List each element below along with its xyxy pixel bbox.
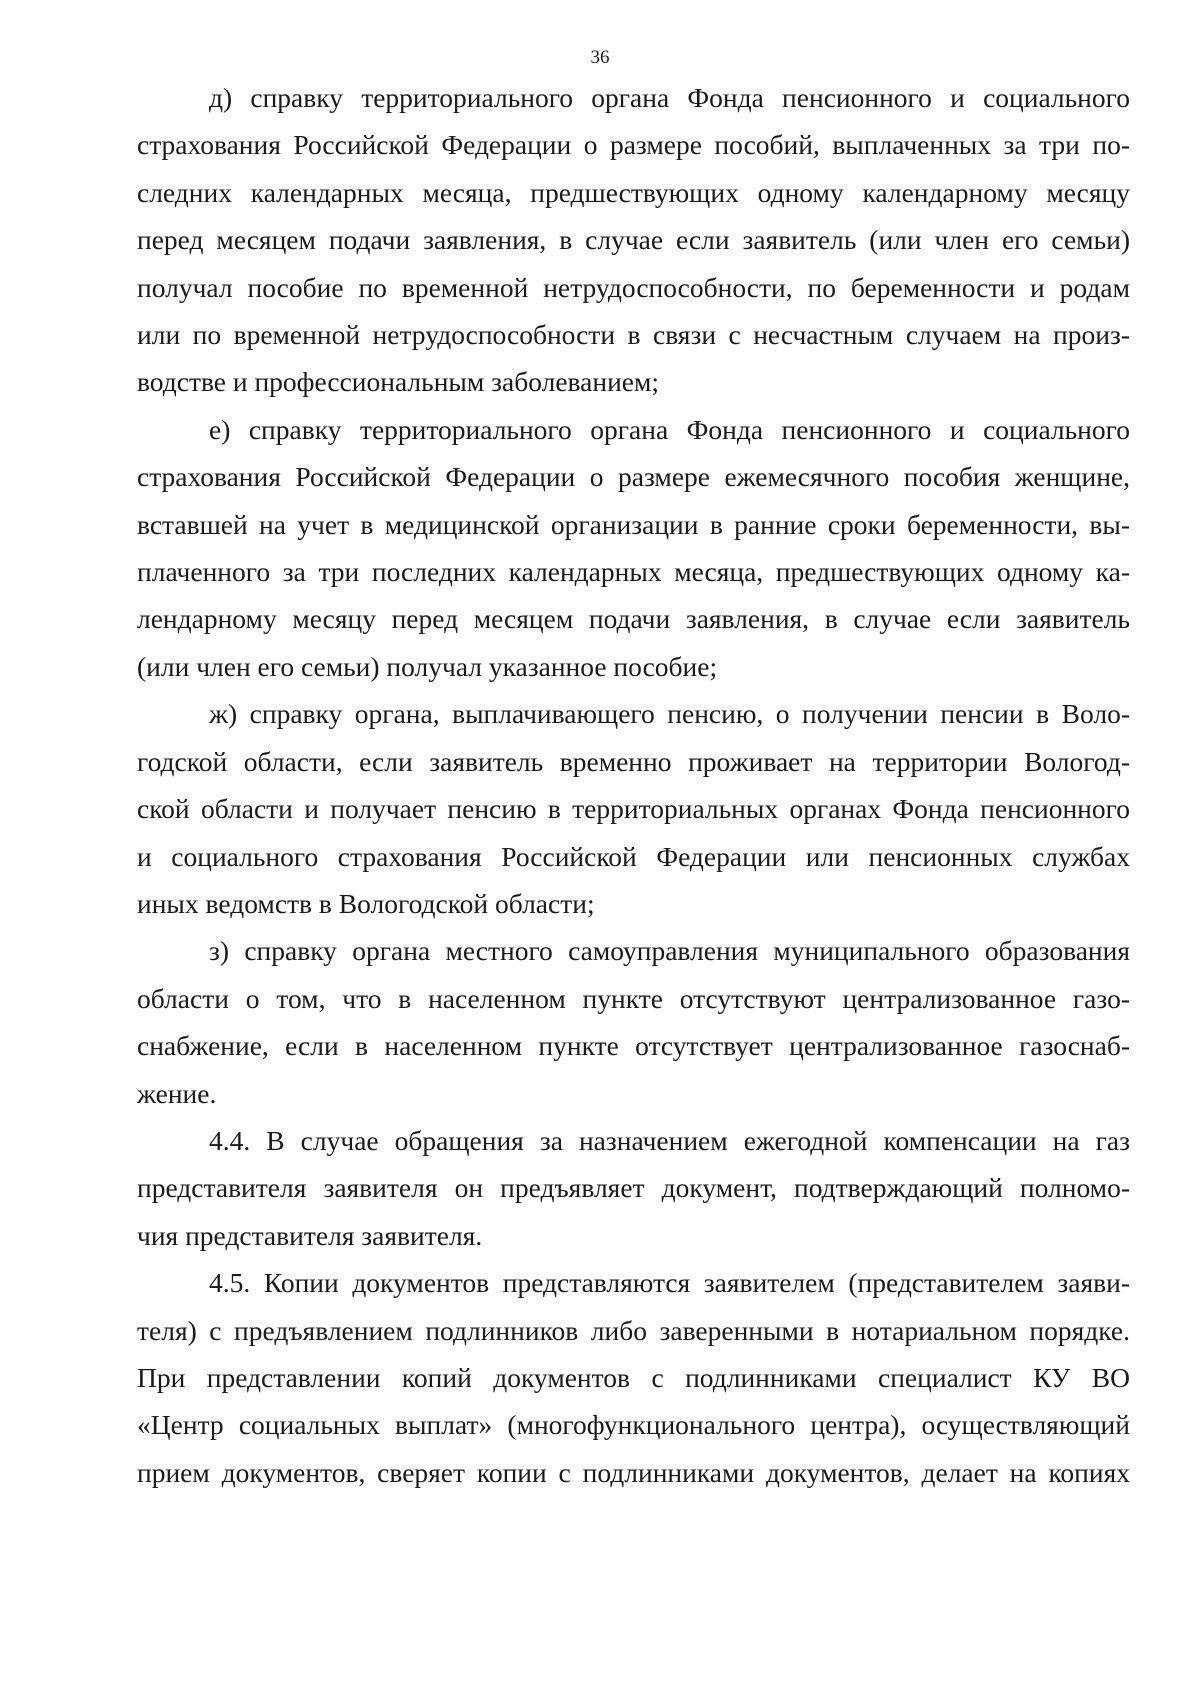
text-line: плаченного за три последних календарных месяца, предшествующих одному ка- (137, 556, 1130, 588)
document-body (137, 74, 1130, 1496)
text-line: лендарному месяцу перед месяцем подачи заявления, в случае если заявитель (137, 603, 1130, 635)
text-line: иных ведомств в Вологодской области; (137, 887, 595, 919)
paragraph-d (137, 74, 1130, 406)
text-line: получал пособие по временной нетрудоспособности, по беременности и родам (137, 271, 1130, 303)
text-line: вставшей на учет в медицинской организации в ранние сроки беременности, вы- (137, 508, 1130, 540)
text-line: жение. (137, 1077, 217, 1109)
text-line: з) справку органа местного самоуправления муниципального образования (209, 935, 1130, 967)
text-line: или по временной нетрудоспособности в связи с несчастным случаем на произ- (137, 319, 1130, 351)
text-line: (или член его семьи) получал указанное пособие; (137, 650, 718, 682)
paragraph-4-5 (137, 1259, 1130, 1496)
paragraph-z (137, 927, 1130, 1117)
text-line: страхования Российской Федерации о размере пособий, выплаченных за три по- (137, 129, 1130, 161)
text-line: «Центр социальных выплат» (многофункционального центра), осуществляющий (137, 1409, 1130, 1441)
text-line: следних календарных месяца, предшествующих одному календарному месяцу (137, 176, 1130, 208)
paragraph-zh (137, 690, 1130, 927)
text-line: При представлении копий документов с подлинниками специалист КУ ВО (137, 1361, 1130, 1393)
paragraph-4-4 (137, 1117, 1130, 1259)
text-line: ж) справку органа, выплачивающего пенсию, о получении пенсии в Воло- (209, 698, 1130, 730)
text-line: прием документов, сверяет копии с подлинниками документов, делает на копиях (137, 1456, 1130, 1488)
text-line: и социального страхования Российской Федерации или пенсионных службах (137, 840, 1130, 872)
text-line: страхования Российской Федерации о размере ежемесячного пособия женщине, (137, 461, 1130, 493)
page-number: 36 (590, 47, 610, 68)
text-line: перед месяцем подачи заявления, в случае если заявитель (или член его семьи) (137, 224, 1130, 256)
text-line: представителя заявителя он предъявляет документ, подтверждающий полномо- (137, 1172, 1130, 1204)
text-line: годской области, если заявитель временно проживает на территории Вологод- (137, 745, 1130, 777)
text-line: области о том, что в населенном пункте отсутствуют централизованное газо- (137, 982, 1130, 1014)
text-line: 4.4. В случае обращения за назначением ежегодной компенсации на газ (209, 1124, 1130, 1156)
text-line: 4.5. Копии документов представляются заявителем (представителем заяви- (209, 1267, 1130, 1299)
text-line: снабжение, если в населенном пункте отсутствует централизованное газоснаб- (137, 1030, 1130, 1062)
text-line: чия представителя заявителя. (137, 1219, 483, 1251)
text-line: ской области и получает пенсию в территориальных органах Фонда пенсионного (137, 793, 1130, 825)
paragraph-e (137, 406, 1130, 690)
text-line: теля) с предъявлением подлинников либо заверенными в нотариальном порядке. (137, 1314, 1130, 1346)
text-line: д) справку территориального органа Фонда пенсионного и социального (209, 82, 1130, 113)
text-line: е) справку территориального органа Фонда пенсионного и социального (209, 413, 1130, 445)
text-line: водстве и профессиональным заболеванием; (137, 366, 660, 398)
